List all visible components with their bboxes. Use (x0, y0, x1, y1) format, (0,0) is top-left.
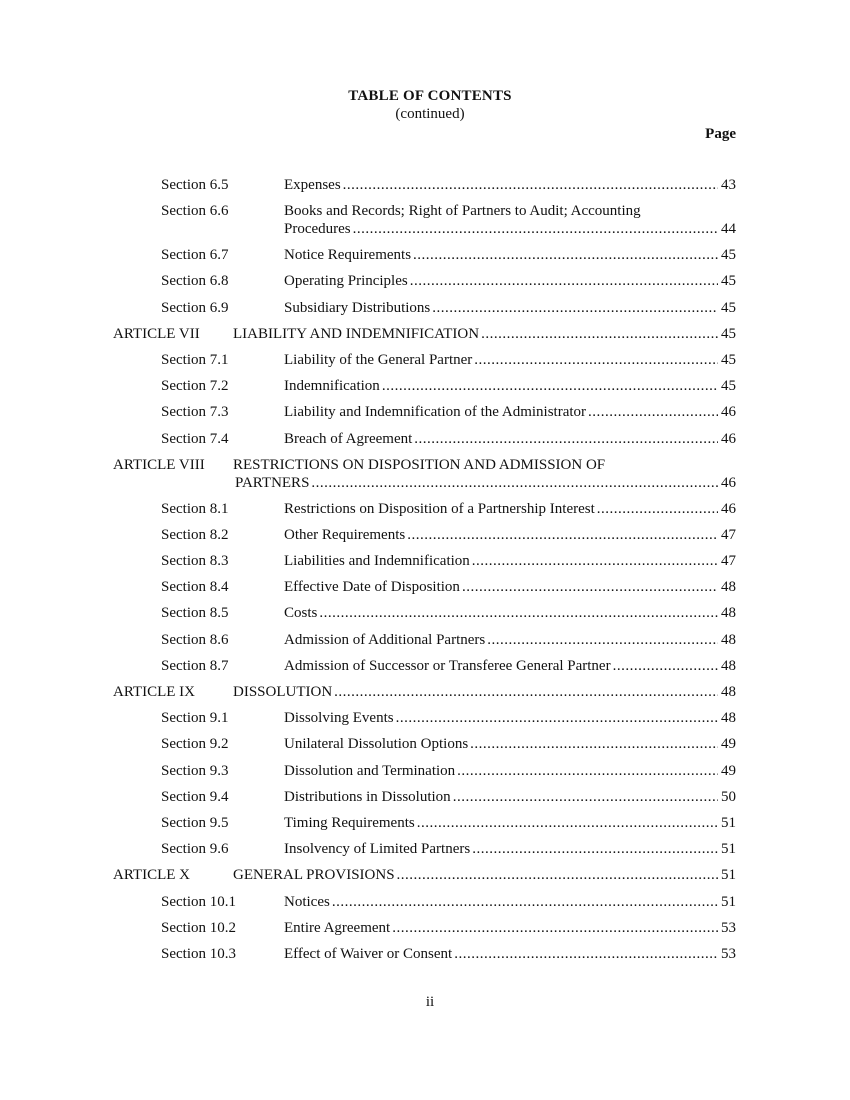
dot-leader (487, 627, 718, 653)
article-number: ARTICLE VIII (113, 456, 205, 473)
entry-title: Notice Requirements (284, 247, 412, 264)
entry-page-number: 53 (721, 919, 736, 936)
section-number: Section 9.2 (161, 736, 229, 753)
section-number: Section 8.7 (161, 657, 229, 674)
toc-section-row (0, 731, 850, 757)
entry-title-line1: RESTRICTIONS ON DISPOSITION AND ADMISSION OF (233, 456, 606, 473)
entry-page-number: 48 (721, 684, 736, 700)
toc-section-row (0, 627, 850, 653)
entry-page-number: 45 (721, 299, 736, 316)
dot-leader (597, 496, 718, 522)
toc-section-row (0, 172, 850, 198)
entry-title: Unilateral Dissolution Options (284, 736, 469, 753)
toc-entry (284, 268, 736, 294)
dot-leader (462, 574, 718, 600)
entry-page-number: 47 (721, 553, 736, 570)
entry-page-number: 45 (721, 273, 736, 290)
dot-leader (353, 216, 718, 242)
dot-leader (588, 399, 718, 425)
toc-section-row (0, 268, 850, 294)
toc-section-row (0, 426, 850, 452)
section-number: Section 8.6 (161, 631, 229, 648)
dot-leader (392, 915, 718, 941)
entry-title: Liability of the General Partner (284, 351, 473, 368)
entry-title: Timing Requirements (284, 814, 415, 831)
dot-leader (432, 295, 718, 321)
section-number: Section 8.5 (161, 605, 229, 622)
toc-entry (284, 600, 736, 626)
entry-title: PARTNERS (235, 474, 310, 491)
article-number: ARTICLE X (113, 867, 191, 884)
toc-section-row (0, 810, 850, 836)
dot-leader (414, 426, 718, 452)
entry-title: Other Requirements (284, 526, 406, 543)
entry-title: Operating Principles (284, 273, 408, 290)
toc-article-row (0, 452, 850, 496)
toc-article-row (0, 862, 850, 888)
toc-entry (233, 862, 736, 888)
entry-page-number: 45 (721, 247, 736, 264)
toc-section-row (0, 347, 850, 373)
toc-entry (284, 426, 736, 452)
entry-page-number: 53 (721, 945, 736, 962)
toc-entry (284, 548, 736, 574)
toc-entry (284, 889, 736, 915)
toc-entry (284, 295, 736, 321)
entry-page-number: 45 (721, 351, 736, 368)
section-number: Section 9.1 (161, 710, 229, 727)
entry-page-number: 45 (721, 378, 736, 395)
toc-entry (284, 172, 736, 198)
entry-page-number: 51 (721, 867, 736, 884)
dot-leader (472, 548, 718, 574)
toc-entry (284, 784, 736, 810)
dot-leader (481, 321, 718, 347)
entry-title: Insolvency of Limited Partners (284, 841, 471, 858)
entry-title-line1: Books and Records; Right of Partners to Audit; Accounting (284, 203, 641, 220)
dot-leader (396, 705, 718, 731)
entry-page-number: 43 (721, 177, 736, 193)
toc-entry (284, 941, 736, 967)
entry-title: Subsidiary Distributions (284, 299, 431, 316)
toc-section-row (0, 915, 850, 941)
section-number: Section 6.5 (161, 177, 229, 193)
section-number: Section 7.1 (161, 351, 229, 368)
toc-entry (233, 321, 736, 347)
dot-leader (470, 731, 718, 757)
dot-leader (343, 172, 718, 198)
entry-title: Expenses (284, 177, 341, 193)
toc-entry (284, 915, 736, 941)
dot-leader (382, 373, 718, 399)
section-number: Section 9.3 (161, 762, 229, 779)
toc-entry (284, 347, 736, 373)
entry-title: Effect of Waiver or Consent (284, 945, 453, 962)
dot-leader (472, 836, 718, 862)
entry-page-number: 51 (721, 893, 736, 910)
page-number: ii (425, 994, 435, 1010)
entry-title: Liability and Indemnification of the Administrator (284, 404, 587, 421)
dot-leader (413, 242, 718, 268)
toc-entry (284, 705, 736, 731)
toc-entry (284, 653, 736, 679)
dot-leader (311, 470, 718, 496)
entry-title: Distributions in Dissolution (284, 788, 451, 805)
toc-entry (284, 522, 736, 548)
entry-title: Restrictions on Disposition of a Partnership Interest (284, 500, 595, 517)
dot-leader (454, 941, 718, 967)
entry-page-number: 51 (721, 841, 736, 858)
entry-title: Liabilities and Indemnification (284, 553, 470, 570)
section-number: Section 9.5 (161, 814, 229, 831)
entry-page-number: 46 (721, 500, 736, 517)
section-number: Section 8.1 (161, 500, 229, 517)
entry-title: Entire Agreement (284, 919, 391, 936)
toc-entry (284, 242, 736, 268)
entry-page-number: 50 (721, 788, 736, 805)
entry-page-number: 46 (721, 474, 736, 491)
section-number: Section 6.6 (161, 203, 229, 220)
section-number: Section 8.2 (161, 526, 229, 543)
toc-section-row (0, 758, 850, 784)
toc-entry (233, 679, 736, 705)
toc-section-row (0, 653, 850, 679)
toc-entry (284, 216, 736, 242)
entry-title: Dissolution and Termination (284, 762, 456, 779)
entry-title: DISSOLUTION (233, 684, 333, 700)
section-number: Section 9.4 (161, 788, 229, 805)
page-title: TABLE OF CONTENTS (348, 88, 512, 104)
dot-leader (397, 862, 718, 888)
dot-leader (613, 653, 718, 679)
toc-section-row (0, 889, 850, 915)
dot-leader (453, 784, 718, 810)
entry-page-number: 46 (721, 404, 736, 421)
entry-page-number: 45 (721, 325, 736, 342)
entry-page-number: 49 (721, 762, 736, 779)
section-number: Section 7.2 (161, 378, 229, 395)
dot-leader (332, 889, 718, 915)
toc-section-row (0, 242, 850, 268)
section-number: Section 10.2 (161, 919, 236, 936)
entry-page-number: 44 (721, 221, 736, 238)
toc-section-row (0, 373, 850, 399)
entry-title: GENERAL PROVISIONS (233, 867, 395, 884)
toc-article-row (0, 321, 850, 347)
toc-section-row (0, 705, 850, 731)
section-number: Section 10.3 (161, 945, 236, 962)
toc-entry (284, 731, 736, 757)
entry-title: Dissolving Events (284, 710, 394, 727)
toc-section-row (0, 399, 850, 425)
section-number: Section 10.1 (161, 893, 236, 910)
dot-leader (474, 347, 718, 373)
toc-entry (284, 399, 736, 425)
toc-entry (284, 574, 736, 600)
toc-section-row (0, 548, 850, 574)
entry-page-number: 47 (721, 526, 736, 543)
entry-title: Admission of Additional Partners (284, 631, 486, 648)
toc-section-row (0, 574, 850, 600)
entry-title: LIABILITY AND INDEMNIFICATION (233, 325, 480, 342)
dot-leader (319, 600, 718, 626)
toc-section-row (0, 198, 850, 242)
section-number: Section 7.3 (161, 404, 229, 421)
dot-leader (407, 522, 718, 548)
dot-leader (410, 268, 718, 294)
entry-title: Procedures (284, 221, 351, 238)
toc-entry (284, 810, 736, 836)
entry-title: Breach of Agreement (284, 430, 413, 447)
entry-page-number: 51 (721, 814, 736, 831)
table-of-contents (0, 172, 850, 967)
entry-page-number: 48 (721, 579, 736, 596)
entry-title: Admission of Successor or Transferee General Partner (284, 657, 611, 674)
entry-page-number: 48 (721, 657, 736, 674)
toc-entry (284, 496, 736, 522)
toc-section-row (0, 295, 850, 321)
toc-section-row (0, 522, 850, 548)
entry-page-number: 48 (721, 605, 736, 622)
toc-article-row (0, 679, 850, 705)
toc-section-row (0, 600, 850, 626)
toc-section-row (0, 784, 850, 810)
section-number: Section 9.6 (161, 841, 229, 858)
toc-entry (284, 627, 736, 653)
section-number: Section 6.7 (161, 247, 229, 264)
dot-leader (334, 679, 718, 705)
section-number: Section 8.4 (161, 579, 229, 596)
entry-page-number: 46 (721, 430, 736, 447)
section-number: Section 7.4 (161, 430, 229, 447)
entry-title: Costs (284, 605, 318, 622)
toc-section-row (0, 496, 850, 522)
entry-title: Notices (284, 893, 330, 910)
entry-page-number: 48 (721, 631, 736, 648)
toc-section-row (0, 836, 850, 862)
toc-entry (284, 758, 736, 784)
toc-entry (233, 470, 736, 496)
toc-entry (284, 373, 736, 399)
toc-section-row (0, 941, 850, 967)
entry-title: Indemnification (284, 378, 380, 395)
entry-page-number: 48 (721, 710, 736, 727)
entry-title: Effective Date of Disposition (284, 579, 460, 596)
section-number: Section 6.8 (161, 273, 229, 290)
page-column-label: Page (705, 126, 736, 142)
article-number: ARTICLE IX (113, 684, 196, 700)
section-number: Section 6.9 (161, 299, 229, 316)
entry-page-number: 49 (721, 736, 736, 753)
section-number: Section 8.3 (161, 553, 229, 570)
toc-entry (284, 836, 736, 862)
page-subtitle: (continued) (395, 106, 465, 122)
dot-leader (457, 758, 718, 784)
article-number: ARTICLE VII (113, 325, 200, 342)
dot-leader (417, 810, 718, 836)
